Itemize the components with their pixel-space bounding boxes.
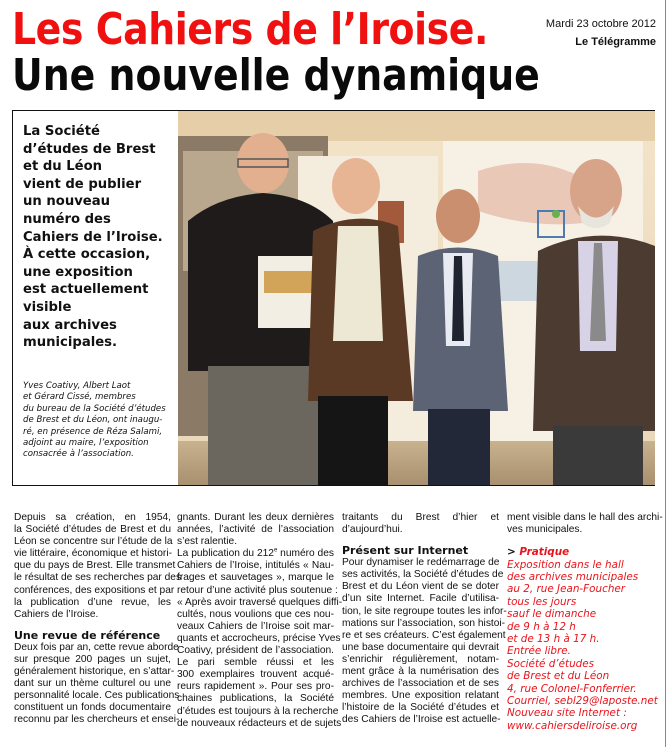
lead-line: d’études de Brest: [23, 141, 156, 157]
lead-line: À cette occasion,: [23, 247, 151, 263]
article-paragraph: Deux fois par an, cette revue aborde sur presque 200 pages un sujet, généralement historique, en s’attar- dant sur un thème culturel ou une personnalité locale. Ces publications constituent un fonds documentaire reconnu par les chercheurs et ensei-: [14, 641, 180, 726]
lead-line: municipales.: [23, 335, 118, 351]
article-photo: [178, 111, 655, 485]
feature-box: [12, 110, 655, 486]
headline-main: Les Cahiers de l’Iroise.: [12, 4, 488, 55]
lead-line: numéro des: [23, 211, 111, 227]
practical-info-line: au 2, rue Jean-Foucher: [507, 583, 626, 596]
article-column-3: [342, 512, 507, 727]
article-paragraph: Depuis sa création, en 1954, la Société d’études de Brest et du Léon se concentre sur l’étude de la vie littéraire, économique et histori- que du pays de Brest. Elle transmet le résultat de ses recherches par des conférences, des expositions et par la publication d’une revue, les Cahiers de l’Iroise.: [14, 512, 182, 620]
lead-line: vient de publier: [23, 176, 142, 192]
article-column-2: [177, 512, 343, 730]
practical-info-line: Exposition dans le hall: [507, 558, 624, 571]
email-link[interactable]: Courriel, sebl29@laposte.net: [507, 695, 658, 708]
publication-source: Le Télégramme: [575, 36, 656, 48]
lead-line: La Société: [23, 124, 100, 139]
practical-info-line: 4, rue Colonel-Fonferrier.: [507, 682, 637, 695]
article-paragraph: gnants. Durant les deux dernières années, l’activité de l’association s’est ralentie.: [177, 512, 334, 548]
caption-line: adjoint au maire, l’exposition: [23, 438, 149, 449]
practical-info-line: Société d’études: [507, 657, 595, 670]
publication-date: Mardi 23 octobre 2012: [545, 18, 656, 30]
lead-line: un nouveau: [23, 194, 111, 210]
lead-line: aux archives: [23, 317, 117, 333]
practical-info-line: Entrée libre.: [507, 645, 571, 658]
subheading-revue: Une revue de référence: [14, 628, 161, 642]
practical-info-line: Nouveau site Internet :: [507, 707, 627, 720]
subheading-internet: Présent sur Internet: [342, 544, 469, 558]
lead-paragraph: [23, 123, 173, 352]
practical-info-line: des archives municipales: [507, 571, 639, 583]
practical-info-line: tous les jours: [507, 595, 577, 608]
lead-line: Cahiers de l’Iroise.: [23, 229, 163, 245]
practical-info-line: sauf le dimanche: [507, 608, 597, 621]
caption-line: de Brest et du Léon, ont inaugu-: [23, 415, 163, 426]
lead-line: et du Léon: [23, 159, 103, 175]
practical-info-box: [507, 546, 657, 732]
lead-line: visible: [23, 299, 72, 315]
caption-line: ré, en présence de Réza Salami,: [23, 426, 163, 437]
photo-illustration: [178, 111, 655, 485]
practical-info-line: de 9 h à 12 h: [507, 620, 576, 633]
website-link[interactable]: www.cahiersdeliroise.org: [507, 719, 638, 732]
practical-info-line: de Brest et du Léon: [507, 670, 610, 683]
article-column-4: [507, 512, 663, 732]
caption-line: du bureau de la Société d’études: [23, 403, 166, 414]
practical-info-line: et de 13 h à 17 h.: [507, 633, 600, 646]
lead-line: une exposition: [23, 264, 133, 280]
caption-line: consacrée à l’association.: [23, 449, 134, 460]
article-paragraph: La publication du 212e numéro des Cahiers de l’Iroise, intitulés « Nau- frages et sauvetages », marque le retour d’une activité plus soutenue : « Après avoir traversé quelques diffi- cultés, nous voulions que ces nou- veaux Cahiers de l’Iroise soit mar- quants et accrocheurs, précise Yves Coativy, président de l’association. Le pari semble réussi et les 300 exemplaires trouvent acqué- reurs rapidement ». Pour ses pro- chaines publications, la Société d’études est toujours à la recherche de nouveaux rédacteurs et de sujets: [177, 547, 343, 729]
article-paragraph: traitants du Brest d’hier et d’aujourd’hui.: [342, 512, 499, 536]
caption-line: Yves Coativy, Albert Laot: [23, 381, 131, 391]
photo-caption: [23, 381, 178, 461]
arrow-right-icon: >: [507, 546, 516, 559]
page-edge-rule: [665, 0, 666, 747]
article-column-1: [14, 512, 182, 727]
practical-info-title: > Pratique: [507, 546, 570, 559]
article-paragraph: ment visible dans le hall des archi- ves municipales.: [507, 512, 663, 536]
caption-line: et Gérard Cissé, membres: [23, 392, 136, 403]
lead-line: est actuellement: [23, 282, 149, 298]
article-paragraph: Pour dynamiser le redémarrage de ses activités, la Société d’études de Brest et du Léon vient de se doter d’un site Internet. Facile d’utilisa- tion, le site regroupe toutes les infor- mations sur l’association, son histoi- re et ses créateurs. C’est également une base documentaire qui devrait s’enrichir régulièrement, notam- ment grâce à la numérisation des archives de l’association et de ses membres. Une exposition relatant l’histoire de la Société d’études et des Cahiers de l’Iroise est actuelle-: [342, 557, 507, 726]
headline-sub: Une nouvelle dynamique: [12, 50, 540, 101]
